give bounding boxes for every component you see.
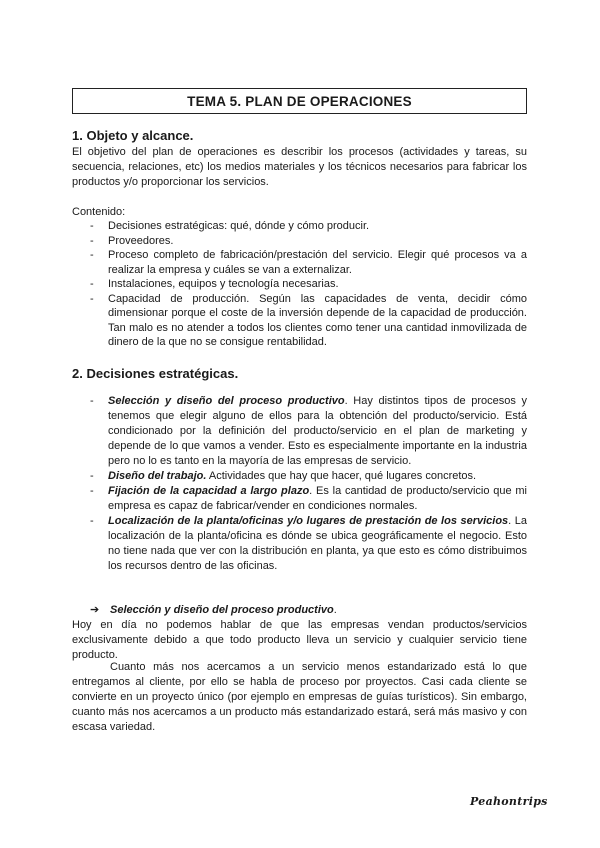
dash-bullet: - [90,234,94,247]
list-item: - Localización de la planta/oficinas y/o lugares de prestación de los servicios. La localización de la planta/oficina es dónde se ubica geográficamente el negocio. Esto no tiene nada que ver con la distribución en planta, ya que esto es cómo distribuimos los recursos dentro de las oficinas. [90,515,527,572]
dash-bullet: - [90,515,94,527]
strategic-decisions-list [72,394,527,574]
subsection-heading: ➔ Selección y diseño del proceso productivo. [90,604,337,616]
dash-bullet: - [90,249,94,261]
dash-bullet: - [90,278,94,290]
subsection-paragraph-1: Hoy en día no podemos hablar de que las empresas vendan productos/servicios exclusivamente debido a que todo producto lleva un servicio y cualquier servicio tiene producto. [72,619,527,661]
footer-signature: Peahontrips [470,795,548,808]
section1-intro: El objetivo del plan de operaciones es describir los procesos (actividades y tareas, su secuencia, relaciones, etc) los medios materiales y los técnicos necesarios para fabricar los productos y/o proporcionar los servicios. [72,146,527,188]
dash-bullet: - [90,395,94,407]
list-item: - Decisiones estratégicas: qué, dónde y cómo producir. [90,220,370,232]
contents-label: Contenido: [72,206,126,218]
dash-bullet: - [90,485,94,497]
list-item: - Fijación de la capacidad a largo plazo. Es la cantidad de producto/servicio que mi empresa es capaz de fabricar/vender en condiciones normales. [90,485,528,512]
dash-bullet: - [90,220,94,232]
section2-heading: 2. Decisiones estratégicas. [72,366,239,381]
arrow-right-icon: ➔ [90,604,100,616]
subsection-paragraph-2: Cuanto más nos acercamos a un servicio menos estandarizado está lo que entregamos al cliente, por ello se habla de proceso por proyectos. Casi cada cliente se convierte en un proyecto único (por ejemplo en empresas de guías turísticos). Sin embargo, cuanto más nos acercamos a un producto más estandarizado estará, será más masivo y con escasa variedad. [72,661,527,733]
contents-list [72,219,527,350]
list-item: - Selección y diseño del proceso productivo. Hay distintos tipos de procesos y tenemos que elegir alguno de ellos para la obtención del producto/servicio. Está condicionado por la definición del producto/servicio en el plan de marketing y depende de lo que vamos a vender. Esto es especialmente importante en la industria pero no lo es tanto en la mayoría de las empresas de servicio. [90,395,527,467]
document-title [72,88,527,114]
dash-bullet: - [90,470,94,482]
dash-bullet: - [90,292,94,305]
list-item: - Instalaciones, equipos y tecnología necesarias. [90,278,339,290]
document-title-text: TEMA 5. PLAN DE OPERACIONES [187,93,412,109]
list-item: - Diseño del trabajo. Actividades que hay que hacer, qué lugares concretos. [90,470,477,482]
list-item: - Capacidad de producción. Según las capacidades de venta, decidir cómo dimensionar porque el coste de la inversión depende de la capacidad de producción. Tan malo es no atender a todos los clientes como tener una cantidad inmovilizada de dinero de la que no se consigue rentabilidad. [90,292,527,348]
section1-heading: 1. Objeto y alcance. [72,128,194,143]
list-item: - Proveedores. [90,234,174,247]
list-item: - Proceso completo de fabricación/prestación del servicio. Elegir qué procesos va a realizar la empresa y cuáles se van a externalizar. [90,249,527,276]
